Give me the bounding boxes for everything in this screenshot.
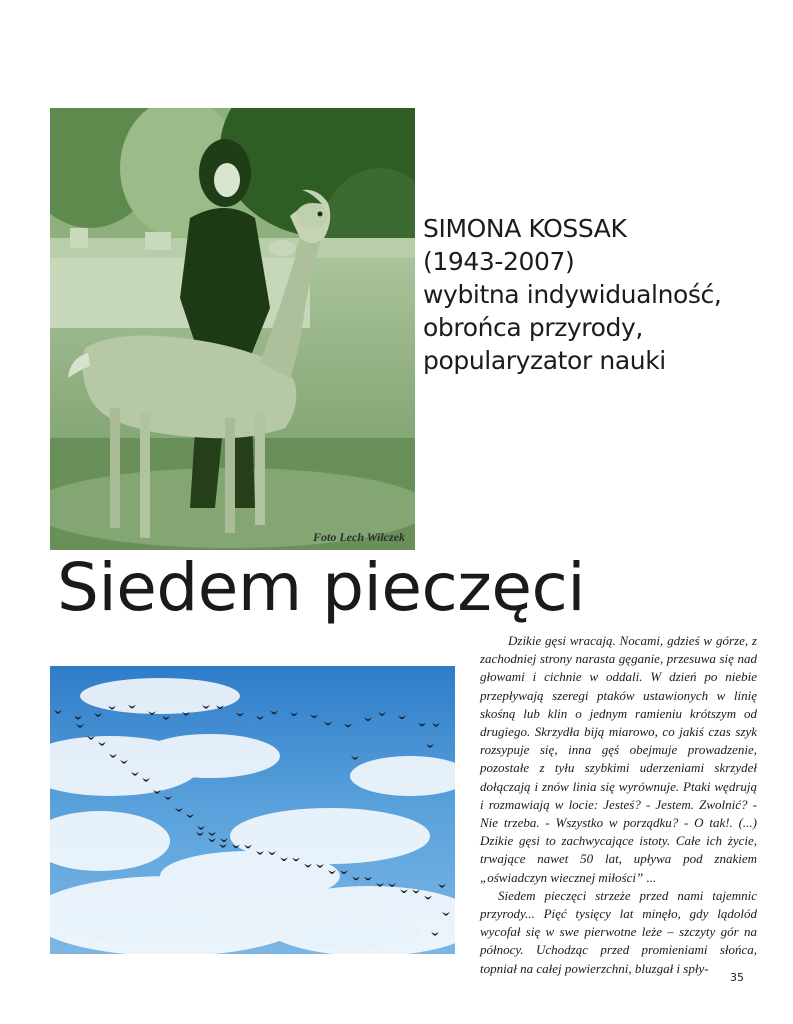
- subtitle-line: obrońca przyrody,: [423, 313, 643, 342]
- hero-photo-image: [50, 108, 415, 550]
- page-number: 35: [730, 971, 744, 984]
- photo-credit: Foto Lech Wilczek: [313, 530, 405, 544]
- subtitle-line: popularyzator nauki: [423, 346, 666, 375]
- subtitle-line: wybitna indywidualność,: [423, 280, 722, 309]
- subtitle-years: (1943-2007): [423, 247, 575, 276]
- article-title: Siedem pieczęci: [57, 549, 586, 626]
- article-body: [480, 632, 757, 978]
- geese-photo: [50, 666, 455, 954]
- hero-photo: [50, 108, 415, 550]
- article-paragraph: Siedem pieczęci strzeże przed nami tajemnic przyrody... Pięć tysięcy lat minęło, gdy lądolód wycofał się w swe pierwotne leże – szczyty gór na północy. Uchodząc przed promieniami słońca, topniał na całej powierzchni, bluzgał i spły-: [480, 887, 757, 976]
- article-subtitle: [423, 212, 763, 377]
- geese-photo-image: [50, 666, 455, 954]
- article-paragraph: Dzikie gęsi wracają. Nocami, gdzieś w górze, z zachodniej strony narasta gęganie, przesuwa się nad głowami i cichnie w oddali. W dzień po niebie przepływają szeregi ptaków ustawionych w linię skośną lub klin o jednym ramieniu krótszym od drugiego. Skrzydła biją miarowo, co jakiś czas szyk rozsypuje się, inna gęś obejmuje prowadzenie, pozostałe z tyłu szybkimi uderzeniami skrzydeł dołączają i znów linia się wyrównuje. Ptaki wędrują i rozmawiają w locie: Jesteś? - Jestem. Zwolnić? - Nie trzeba. - Wszystko w porządku? - O tak!. (...) Dzikie gęsi to zachwycające istoty. Całe ich życie, trwające nawet 50 lat, upływa pod znakiem „oświadczyn wiecznej miłości” ...: [480, 633, 757, 885]
- subtitle-name: SIMONA KOSSAK: [423, 214, 627, 243]
